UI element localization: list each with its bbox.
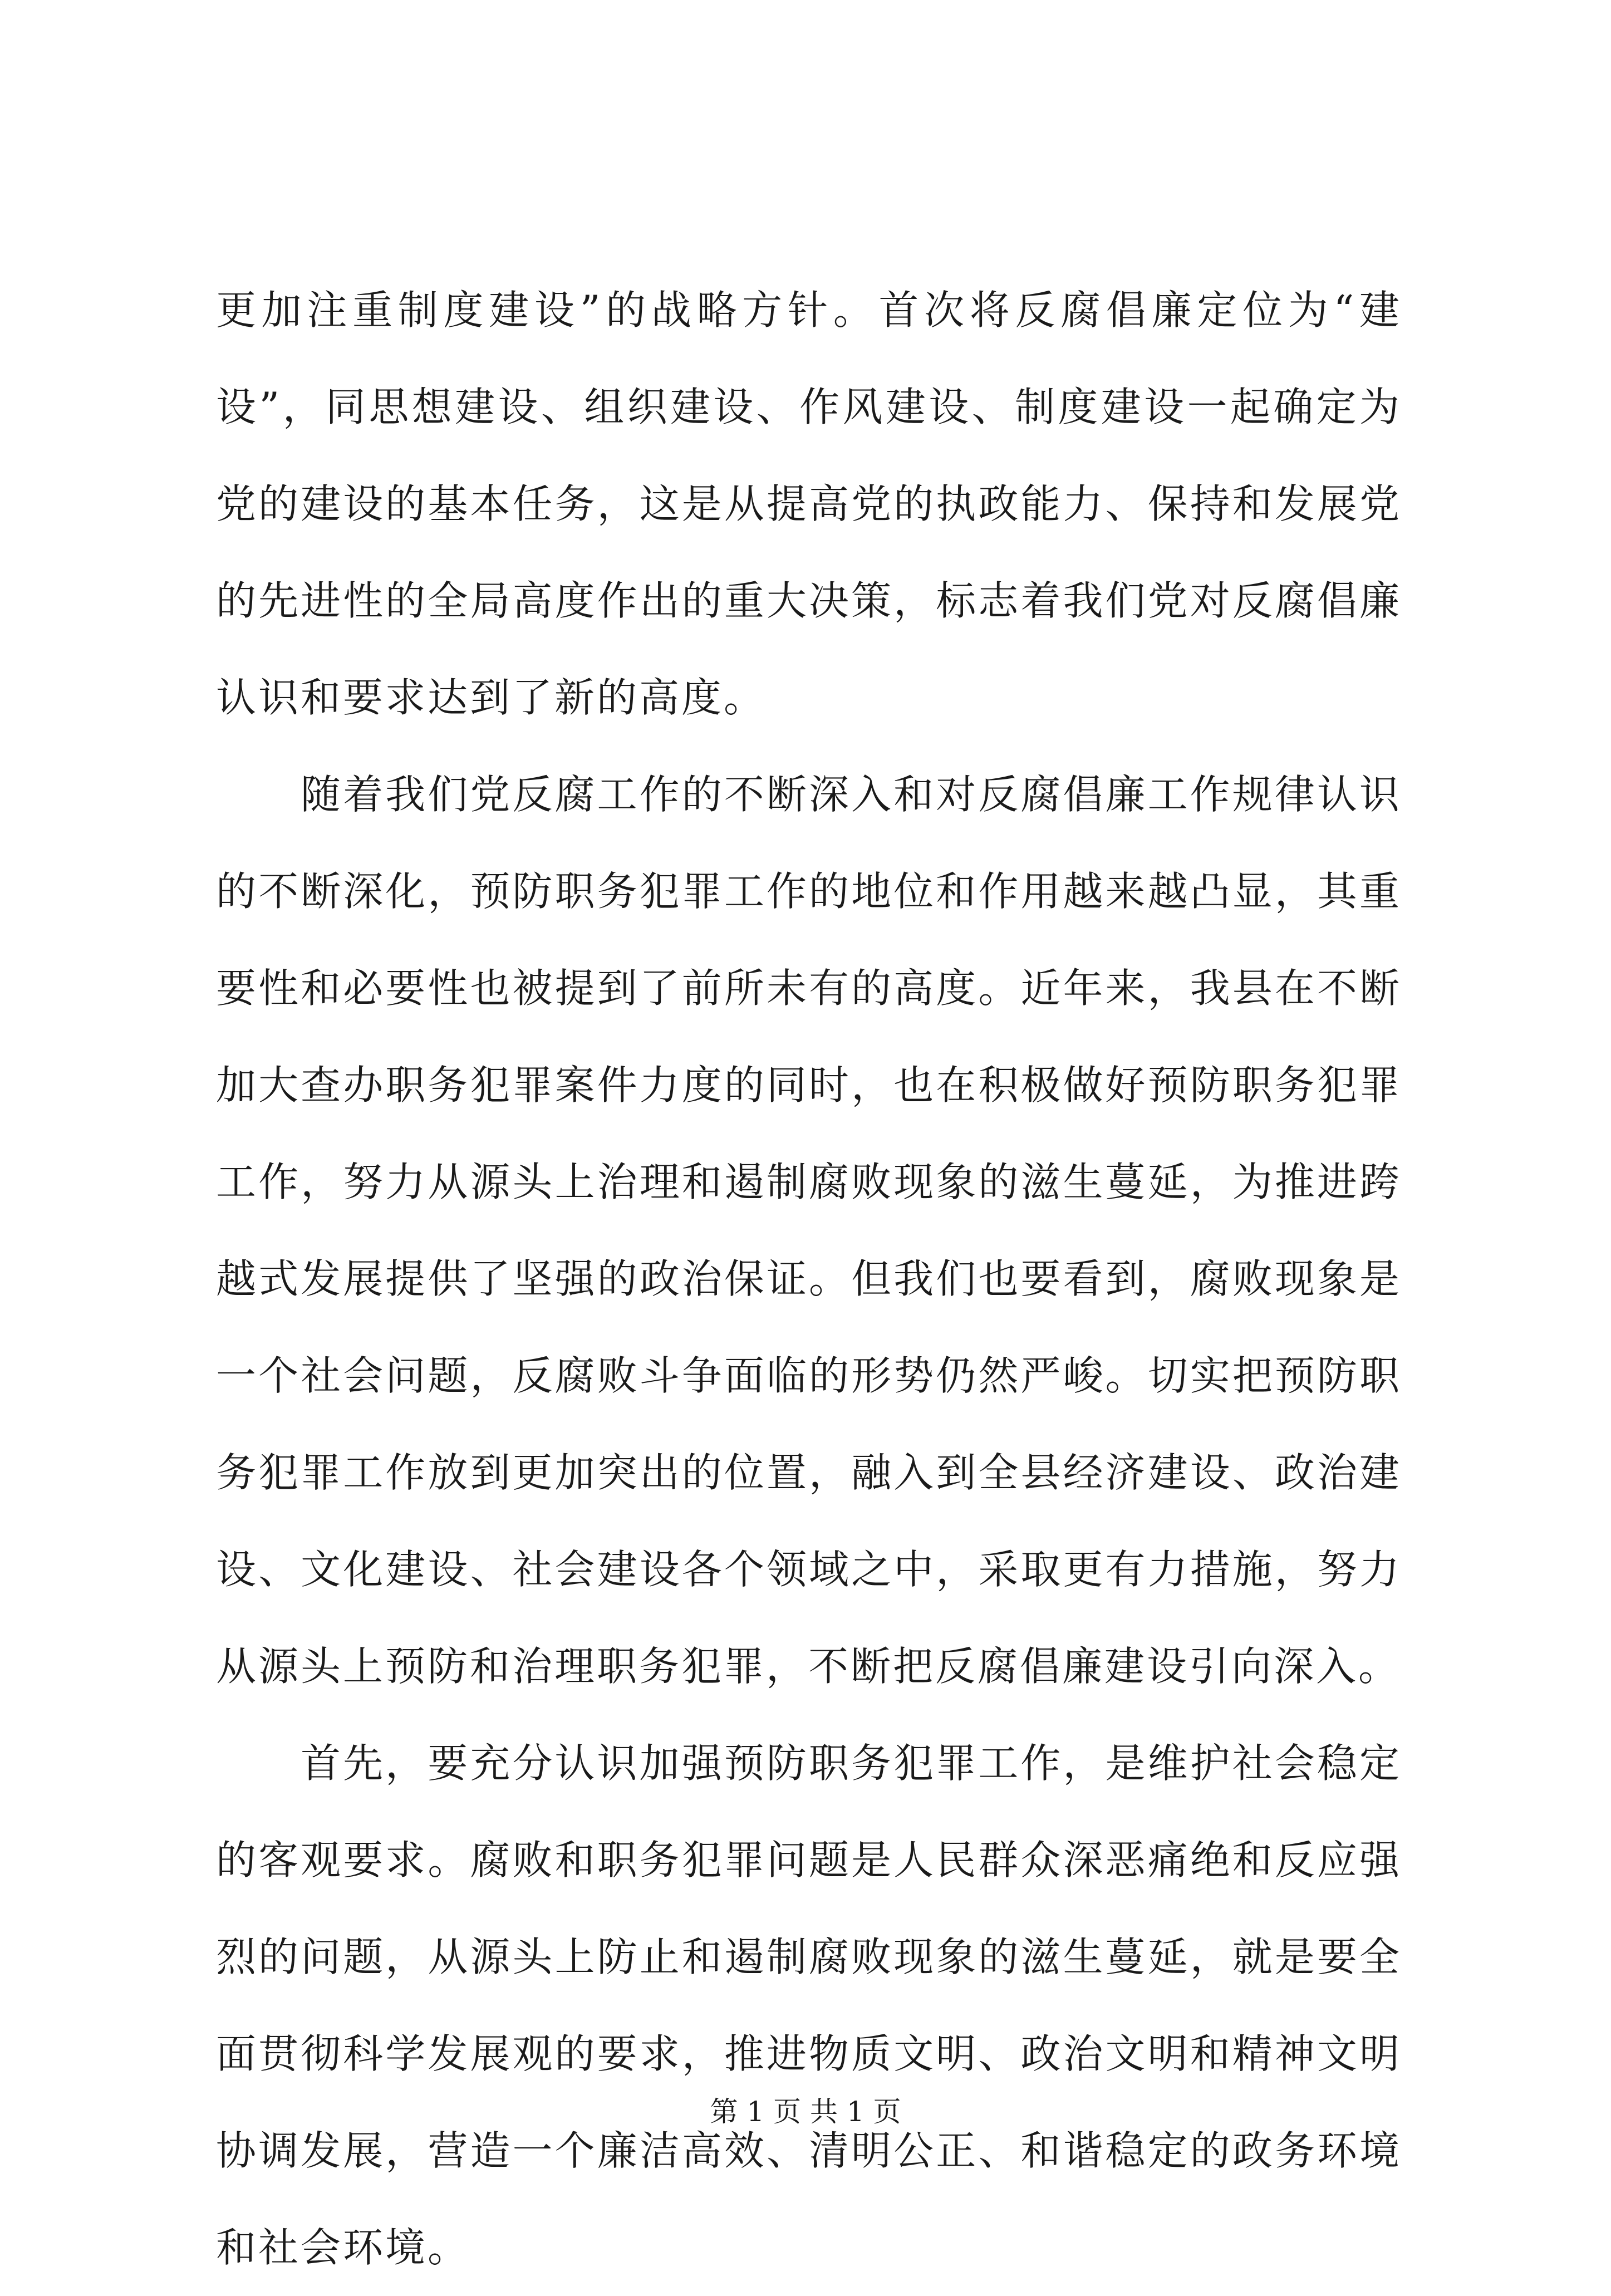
document-body [216,262,1402,2296]
paragraph-1: 更加注重制度建设”的战略方针。首次将反腐倡廉定位为“建设”，同思想建设、组织建设、作风建设、制度建设一起确定为党的建设的基本任务，这是从提高党的执政能力、保持和发展党的先进性的全局高度作出的重大决策，标志着我们党对反腐倡廉认识和要求达到了新的高度。 [216,287,1402,721]
paragraph-3: 首先，要充分认识加强预防职务犯罪工作，是维护社会稳定的客观要求。腐败和职务犯罪问题是人民群众深恶痛绝和反应强烈的问题，从源头上防止和遏制腐败现象的滋生蔓延，就是要全面贯彻科学发展观的要求，推进物质文明、政治文明和精神文明协调发展，营造一个廉洁高效、清明公正、和谐稳定的政务环境和社会环境。 [216,1740,1402,2271]
paragraph-2: 随着我们党反腐工作的不断深入和对反腐倡廉工作规律认识的不断深化，预防职务犯罪工作的地位和作用越来越凸显，其重要性和必要性也被提到了前所未有的高度。近年来，我县在不断加大查办职务犯罪案件力度的同时，也在积极做好预防职务犯罪工作，努力从源头上治理和遏制腐败现象的滋生蔓延，为推进跨越式发展提供了坚强的政治保证。但我们也要看到，腐败现象是一个社会问题，反腐败斗争面临的形势仍然严峻。切实把预防职务犯罪工作放到更加突出的位置，融入到全县经济建设、政治建设、文化建设、社会建设各个领域之中，采取更有力措施，努力从源头上预防和治理职务犯罪，不断把反腐倡廉建设引向深入。 [216,771,1402,1690]
page-footer: 第 1 页 共 1 页 [710,2096,901,2128]
